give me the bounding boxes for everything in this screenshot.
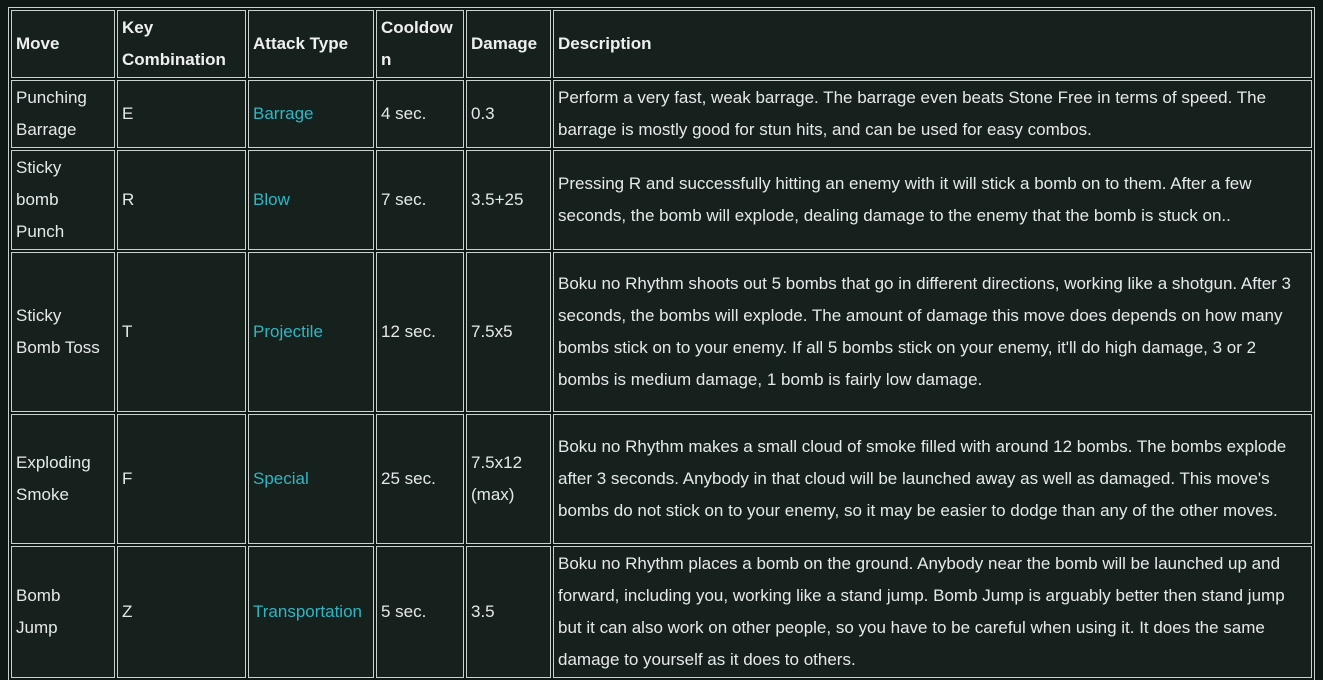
cell-description: Boku no Rhythm makes a small cloud of smoke filled with around 12 bombs. The bombs explode after 3 seconds. Anybody in that cloud will be launched away as well as damaged. This move's bombs do not stick on to your enemy, so it may be easier to dodge than any of the other moves. <box>553 414 1312 544</box>
cell-move: Sticky bomb Punch <box>11 150 115 250</box>
cell-move: Exploding Smoke <box>11 414 115 544</box>
table-row <box>11 80 1312 148</box>
header-row <box>11 10 1312 78</box>
cell-description: Perform a very fast, weak barrage. The barrage even beats Stone Free in terms of speed. The barrage is mostly good for stun hits, and can be used for easy combos. <box>553 80 1312 148</box>
table-body <box>11 80 1312 678</box>
cell-description: Boku no Rhythm shoots out 5 bombs that go in different directions, working like a shotgun. After 3 seconds, the bombs will explode. The amount of damage this move does depends on how many bombs stick on to your enemy. If all 5 bombs stick on your enemy, it'll do high damage, 3 or 2 bombs is medium damage, 1 bomb is fairly low damage. <box>553 252 1312 412</box>
column-header-key: Key Combination <box>117 10 246 78</box>
cell-damage: 7.5x12 (max) <box>466 414 551 544</box>
cell-cooldown: 7 sec. <box>376 150 464 250</box>
cell-attack-type <box>248 546 374 678</box>
cell-move: Sticky Bomb Toss <box>11 252 115 412</box>
cell-cooldown: 5 sec. <box>376 546 464 678</box>
column-header-description: Description <box>553 10 1312 78</box>
cell-attack-type <box>248 414 374 544</box>
table-row <box>11 546 1312 678</box>
cell-damage: 7.5x5 <box>466 252 551 412</box>
cell-key: R <box>117 150 246 250</box>
table-row <box>11 414 1312 544</box>
cell-cooldown: 4 sec. <box>376 80 464 148</box>
cell-description: Boku no Rhythm places a bomb on the ground. Anybody near the bomb will be launched up and forward, including you, working like a stand jump. Bomb Jump is arguably better then stand jump but it can also work on other people, so you have to be careful when using it. It does the same damage to yourself as it does to others. <box>553 546 1312 678</box>
column-header-cooldown: Cooldown <box>376 10 464 78</box>
cell-damage: 3.5+25 <box>466 150 551 250</box>
cell-key: Z <box>117 546 246 678</box>
cell-key: F <box>117 414 246 544</box>
attack-type-link[interactable]: Special <box>253 469 309 488</box>
cell-attack-type <box>248 80 374 148</box>
cell-move: Punching Barrage <box>11 80 115 148</box>
cell-move: Bomb Jump <box>11 546 115 678</box>
column-header-move: Move <box>11 10 115 78</box>
moves-table <box>8 7 1315 680</box>
cell-damage: 0.3 <box>466 80 551 148</box>
cell-attack-type <box>248 252 374 412</box>
table-header <box>11 10 1312 78</box>
column-header-attack-type: Attack Type <box>248 10 374 78</box>
table-row <box>11 252 1312 412</box>
cell-damage: 3.5 <box>466 546 551 678</box>
column-header-damage: Damage <box>466 10 551 78</box>
attack-type-link[interactable]: Projectile <box>253 322 323 341</box>
attack-type-link[interactable]: Barrage <box>253 104 314 123</box>
cell-attack-type <box>248 150 374 250</box>
cell-key: T <box>117 252 246 412</box>
attack-type-link[interactable]: Transportation <box>253 602 362 621</box>
cell-key: E <box>117 80 246 148</box>
table-row <box>11 150 1312 250</box>
cell-cooldown: 12 sec. <box>376 252 464 412</box>
attack-type-link[interactable]: Blow <box>253 190 290 209</box>
cell-cooldown: 25 sec. <box>376 414 464 544</box>
cell-description: Pressing R and successfully hitting an enemy with it will stick a bomb on to them. After a few seconds, the bomb will explode, dealing damage to the enemy that the bomb is stuck on.. <box>553 150 1312 250</box>
